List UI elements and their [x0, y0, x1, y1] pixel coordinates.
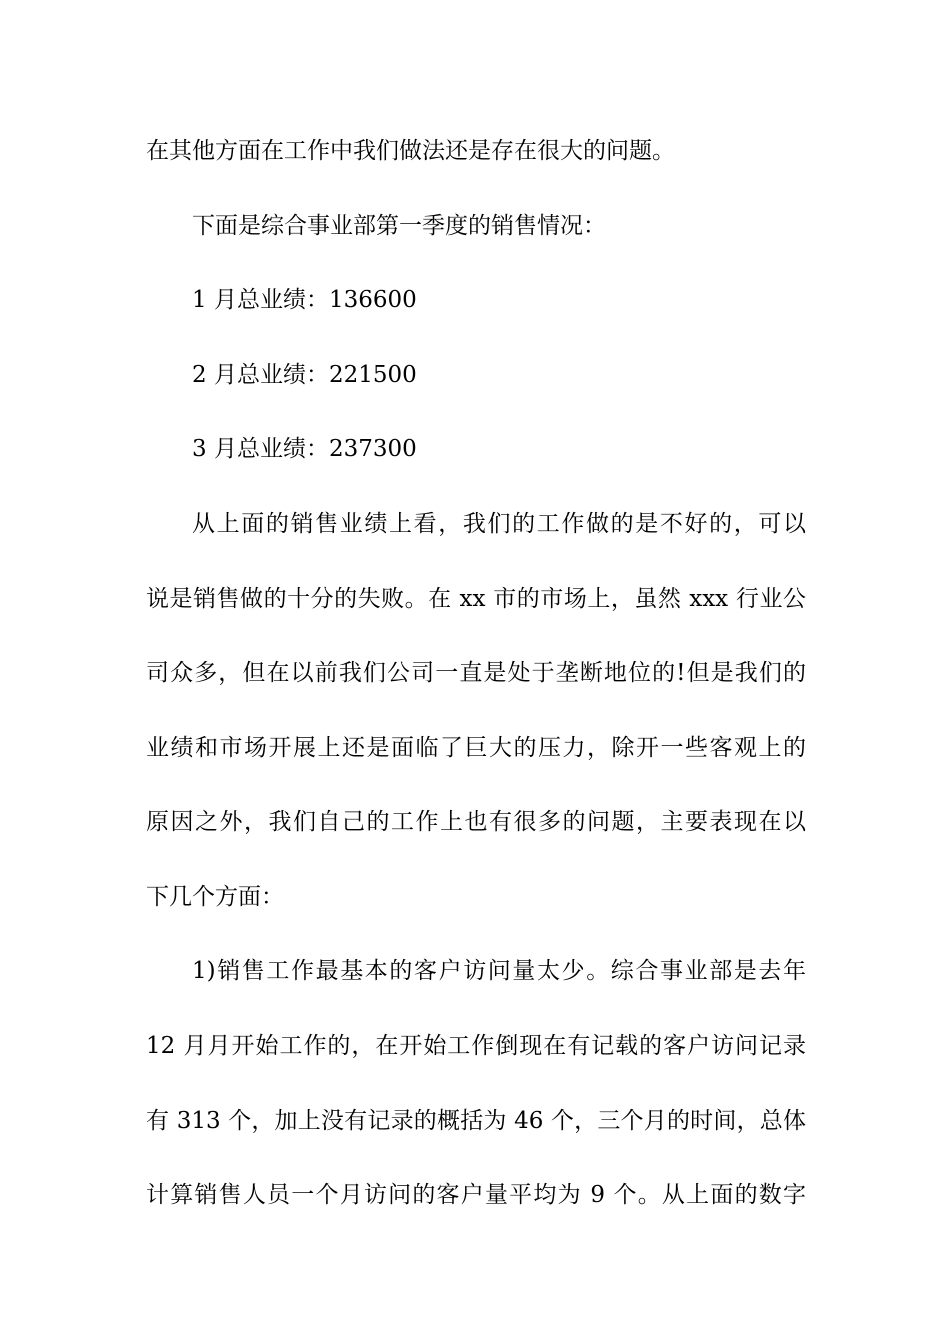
paragraph-line: 说是销售做的十分的失败。在 xx 市的市场上，虽然 xxx 行业公	[146, 586, 806, 612]
paragraph-line: 原因之外，我们自己的工作上也有很多的问题，主要表现在以	[146, 809, 806, 835]
paragraph-line: 业绩和市场开展上还是面临了巨大的压力，除开一些客观上的	[146, 735, 806, 761]
sales-figure-line: 3 月总业绩：237300	[192, 436, 417, 462]
paragraph-line: 在其他方面在工作中我们做法还是存在很大的问题。	[146, 138, 675, 164]
paragraph-line: 司众多，但在以前我们公司一直是处于垄断地位的!但是我们的	[146, 660, 806, 686]
paragraph-line: 下面是综合事业部第一季度的销售情况：	[192, 213, 606, 239]
paragraph-line: 有 313 个，加上没有记录的概括为 46 个，三个月的时间，总体	[146, 1108, 806, 1134]
sales-figure-line: 1 月总业绩：136600	[192, 287, 417, 313]
document-page	[146, 0, 806, 1344]
paragraph-line: 12 月月开始工作的，在开始工作倒现在有记载的客户访问记录	[146, 1033, 806, 1059]
paragraph-line: 计算销售人员一个月访问的客户量平均为 9 个。从上面的数字	[146, 1182, 806, 1208]
sales-figure-line: 2 月总业绩：221500	[192, 362, 417, 388]
paragraph-line: 1)销售工作最基本的客户访问量太少。综合事业部是去年	[192, 958, 806, 984]
paragraph-line: 下几个方面：	[146, 884, 284, 910]
paragraph-line: 从上面的销售业绩上看，我们的工作做的是不好的，可以	[192, 511, 806, 537]
